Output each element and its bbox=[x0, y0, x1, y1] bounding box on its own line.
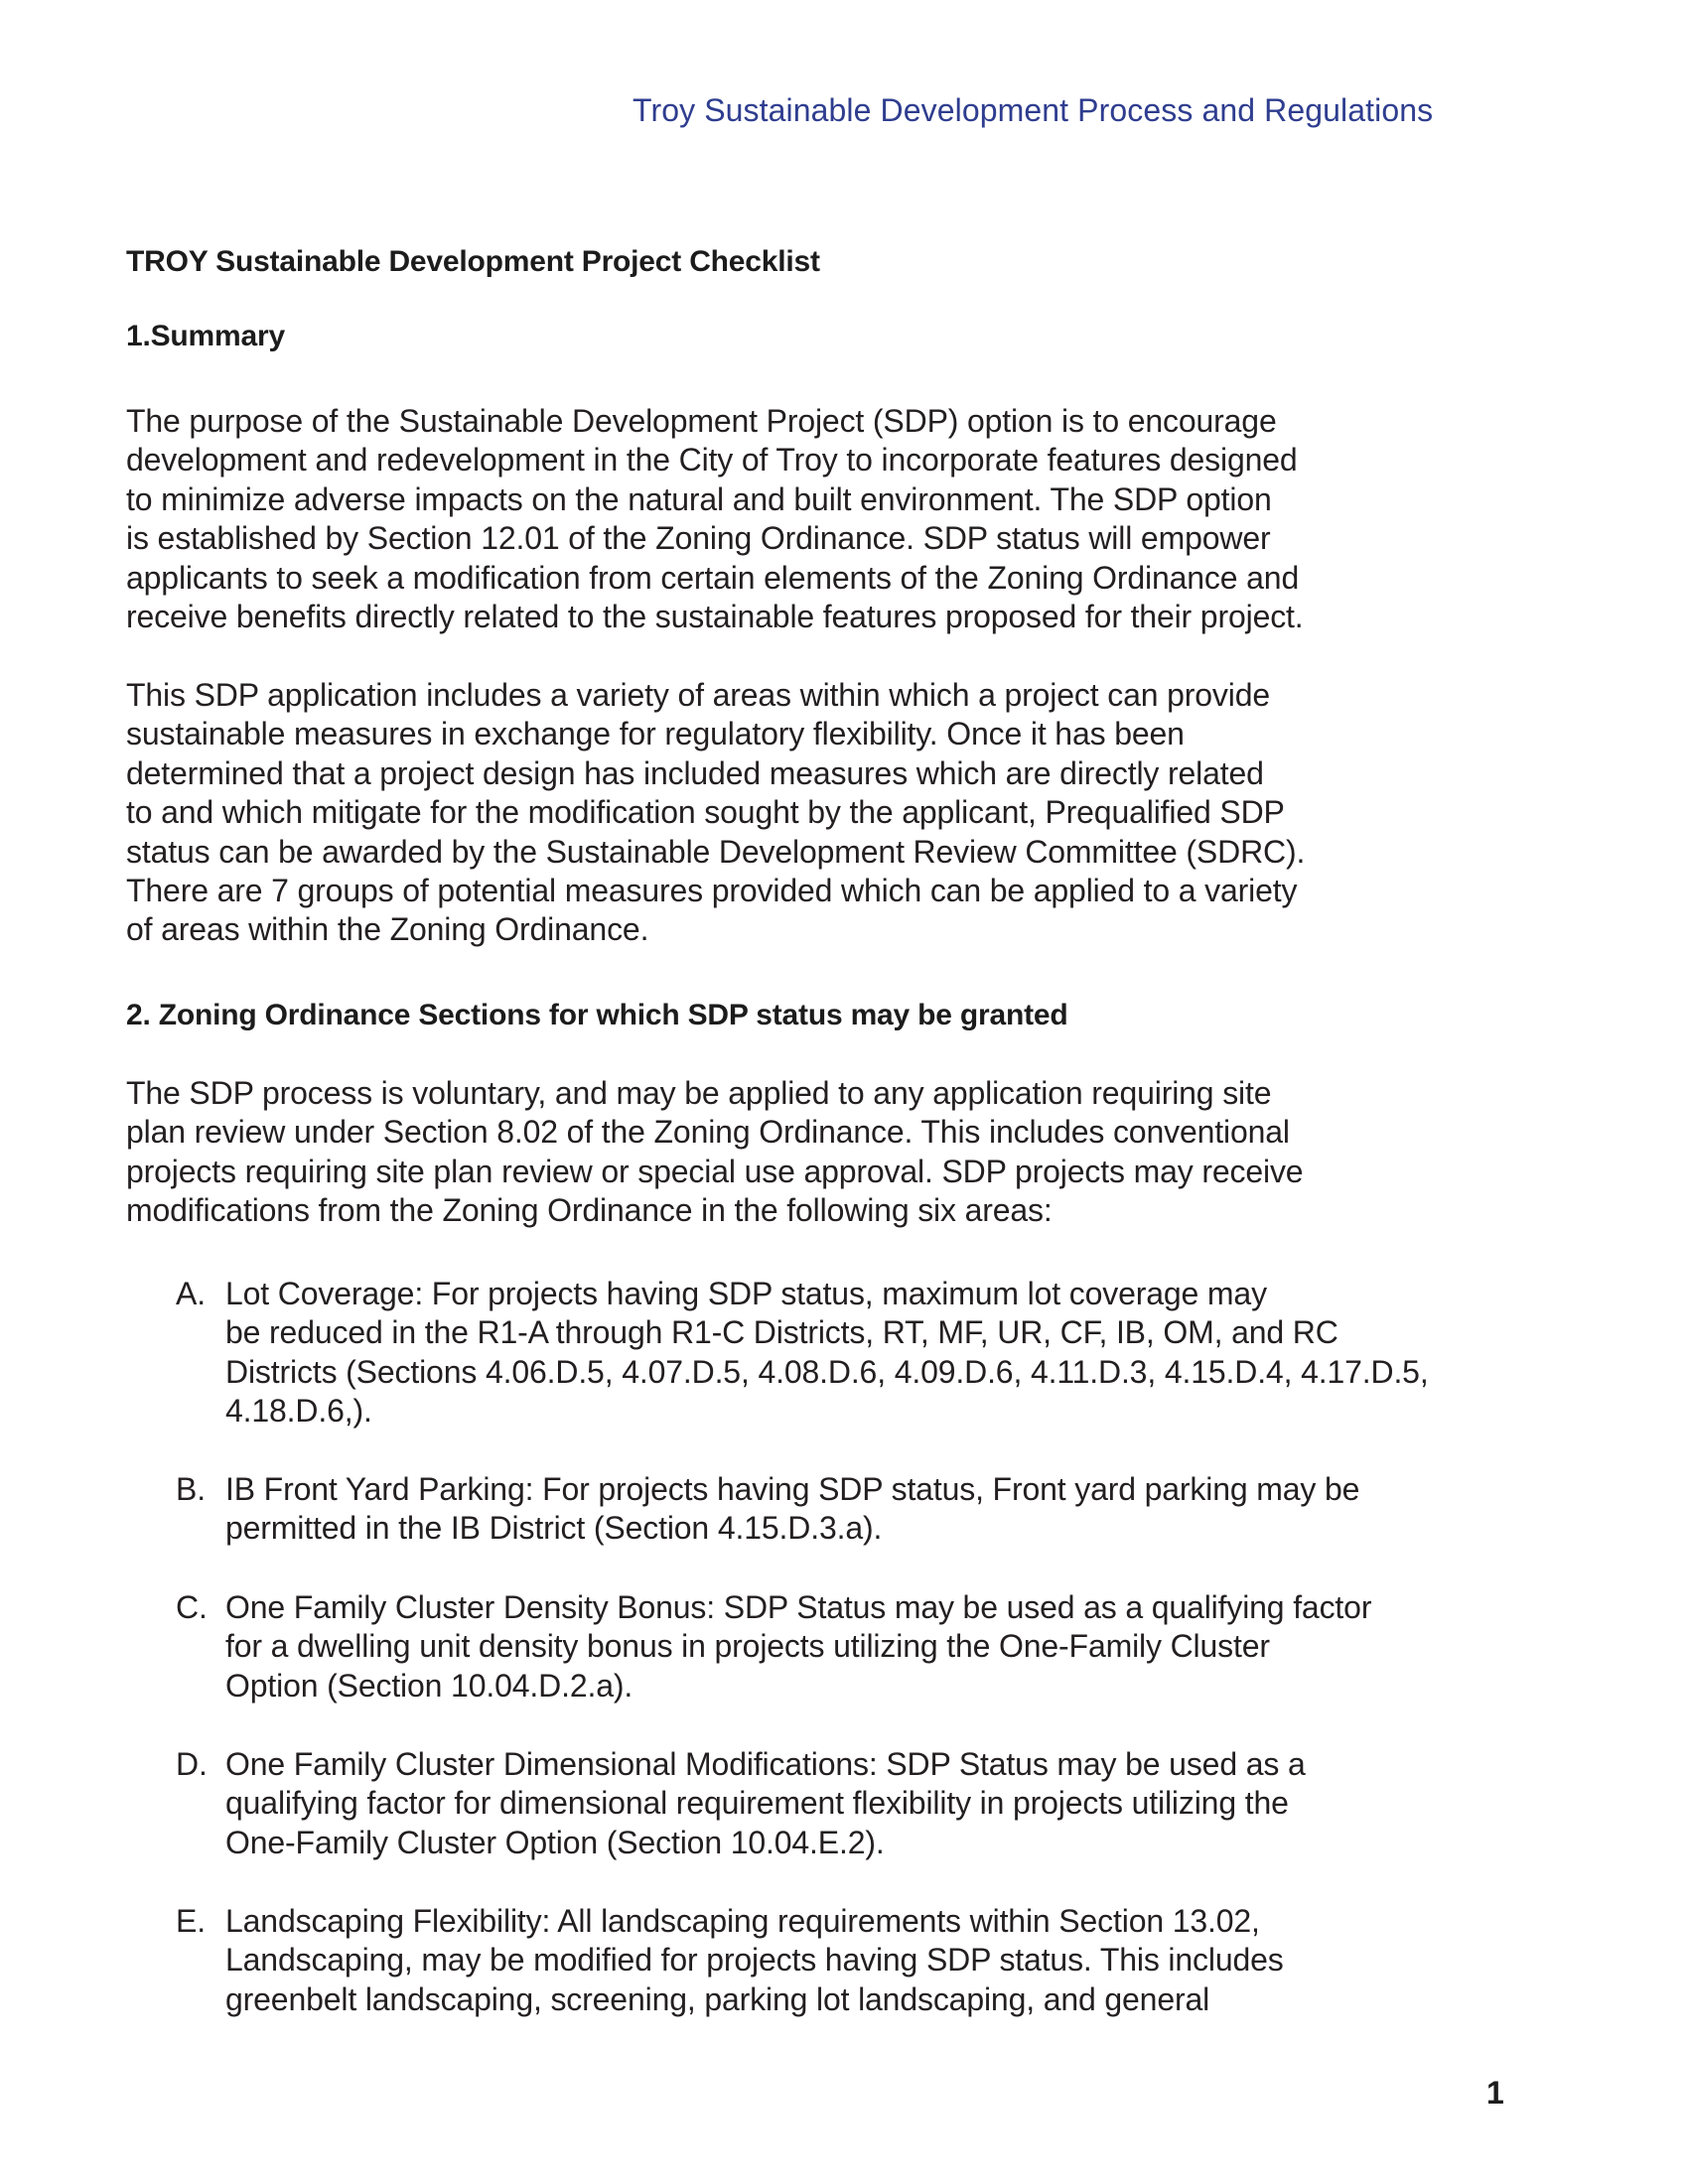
text-line: be reduced in the R1-A through R1-C Districts, RT, MF, UR, CF, IB, OM, and RC bbox=[225, 1314, 1338, 1351]
text-line: to and which mitigate for the modification sought by the applicant, Prequalified SDP bbox=[126, 794, 1285, 831]
text-line: Districts (Sections 4.06.D.5, 4.07.D.5, 4.08.D.6, 4.09.D.6, 4.11.D.3, 4.15.D.4, 4.17.D.5, bbox=[225, 1353, 1429, 1390]
list-marker: B. bbox=[176, 1471, 206, 1507]
text-line: The SDP process is voluntary, and may be applied to any application requiring site bbox=[126, 1075, 1272, 1111]
text-line: plan review under Section 8.02 of the Zoning Ordinance. This includes conventional bbox=[126, 1114, 1290, 1151]
text-line: This SDP application includes a variety of areas within which a project can provide bbox=[126, 677, 1271, 713]
section-heading-zoning: 2. Zoning Ordinance Sections for which SDP status may be granted bbox=[126, 999, 1068, 1031]
list-marker: A. bbox=[176, 1276, 206, 1311]
text-line: applicants to seek a modification from certain elements of the Zoning Ordinance and bbox=[126, 559, 1300, 596]
text-line: greenbelt landscaping, screening, parking lot landscaping, and general bbox=[225, 1980, 1210, 2017]
list-marker: E. bbox=[176, 1903, 206, 1939]
list-item-text bbox=[225, 1745, 1306, 1862]
summary-paragraph-1 bbox=[126, 402, 1304, 636]
section-heading-summary: 1.Summary bbox=[126, 320, 285, 352]
text-line: One Family Cluster Dimensional Modifications: SDP Status may be used as a bbox=[225, 1746, 1306, 1782]
list-marker: D. bbox=[176, 1746, 208, 1782]
page-number: 1 bbox=[1486, 2075, 1504, 2111]
text-line: status can be awarded by the Sustainable Development Review Committee (SDRC). bbox=[126, 833, 1306, 870]
text-line: Option (Section 10.04.D.2.a). bbox=[225, 1667, 633, 1704]
list-marker: C. bbox=[176, 1589, 208, 1625]
text-line: One Family Cluster Density Bonus: SDP Status may be used as a qualifying factor bbox=[225, 1589, 1372, 1625]
zoning-paragraph bbox=[126, 1074, 1303, 1231]
list-item-text bbox=[225, 1902, 1284, 2019]
text-line: receive benefits directly related to the sustainable features proposed for their project. bbox=[126, 599, 1304, 635]
list-item-text bbox=[225, 1470, 1359, 1549]
list-item-text bbox=[225, 1588, 1371, 1706]
text-line: Landscaping Flexibility: All landscaping requirements within Section 13.02, bbox=[225, 1903, 1260, 1939]
text-line: determined that a project design has included measures which are directly related bbox=[126, 754, 1264, 791]
text-line: to minimize adverse impacts on the natural and built environment. The SDP option bbox=[126, 480, 1272, 517]
running-header: Troy Sustainable Development Process and Regulations bbox=[633, 92, 1434, 128]
list-item-text bbox=[225, 1275, 1429, 1432]
text-line: of areas within the Zoning Ordinance. bbox=[126, 911, 649, 948]
text-line: There are 7 groups of potential measures provided which can be applied to a variety bbox=[126, 873, 1298, 909]
summary-paragraph-2 bbox=[126, 676, 1305, 950]
text-line: 4.18.D.6,). bbox=[225, 1393, 372, 1430]
text-line: projects requiring site plan review or special use approval. SDP projects may receive bbox=[126, 1153, 1304, 1189]
document-title: TROY Sustainable Development Project Checklist bbox=[126, 245, 820, 278]
text-line: One-Family Cluster Option (Section 10.04.E.2). bbox=[225, 1824, 885, 1860]
text-line: is established by Section 12.01 of the Zoning Ordinance. SDP status will empower bbox=[126, 520, 1271, 557]
text-line: modifications from the Zoning Ordinance in the following six areas: bbox=[126, 1192, 1053, 1229]
text-line: development and redevelopment in the City of Troy to incorporate features designed bbox=[126, 442, 1298, 478]
text-line: for a dwelling unit density bonus in projects utilizing the One-Family Cluster bbox=[225, 1628, 1270, 1665]
text-line: Landscaping, may be modified for projects having SDP status. This includes bbox=[225, 1942, 1284, 1979]
text-line: permitted in the IB District (Section 4.15.D.3.a). bbox=[225, 1510, 883, 1547]
text-line: The purpose of the Sustainable Development Project (SDP) option is to encourage bbox=[126, 403, 1277, 439]
text-line: sustainable measures in exchange for regulatory flexibility. Once it has been bbox=[126, 716, 1185, 752]
text-line: qualifying factor for dimensional requirement flexibility in projects utilizing the bbox=[225, 1785, 1289, 1822]
text-line: Lot Coverage: For projects having SDP status, maximum lot coverage may bbox=[225, 1276, 1267, 1311]
text-line: IB Front Yard Parking: For projects having SDP status, Front yard parking may be bbox=[225, 1471, 1360, 1507]
